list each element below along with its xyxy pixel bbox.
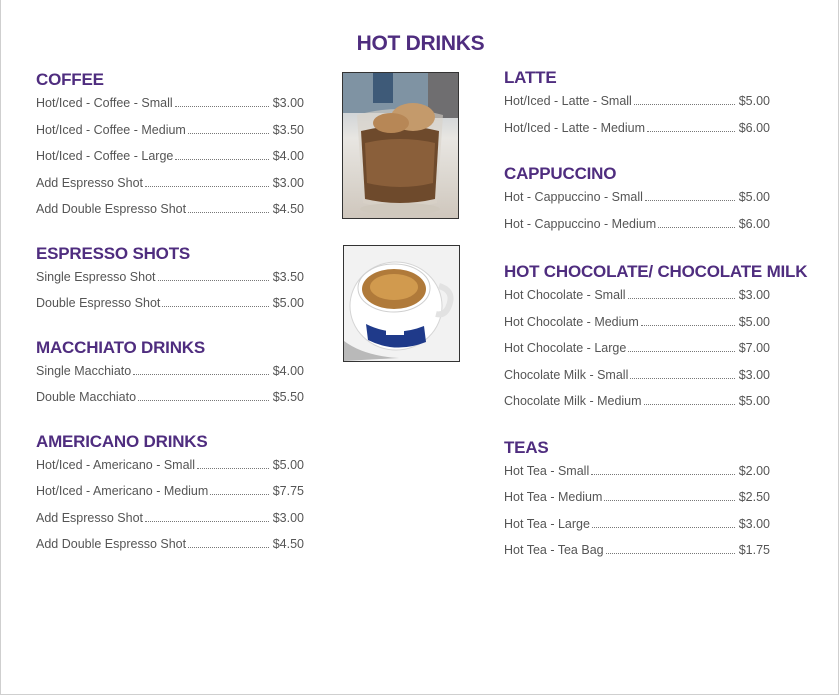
- item-price: $5.00: [738, 190, 770, 204]
- menu-item: [36, 509, 304, 536]
- item-price: $3.00: [738, 516, 770, 531]
- item-name: Hot/Iced - Americano - Medium: [36, 484, 209, 498]
- dot-leader: [158, 268, 269, 281]
- dot-leader: [606, 541, 735, 554]
- dot-leader: [658, 215, 735, 228]
- item-price: $3.00: [272, 96, 304, 110]
- iced-coffee-glass-icon: [343, 73, 458, 218]
- menu-item: [504, 541, 770, 568]
- item-name: Double Espresso Shot: [36, 296, 161, 310]
- dot-leader: [647, 119, 735, 132]
- section-teas: [504, 438, 804, 568]
- menu-item: [36, 174, 304, 201]
- right-column: [504, 68, 808, 568]
- dot-leader: [645, 188, 735, 201]
- item-price: $3.50: [272, 122, 304, 137]
- item-price: $5.00: [738, 394, 770, 408]
- menu-item: [36, 121, 304, 148]
- menu-item: [504, 488, 770, 515]
- menu-item: [36, 94, 304, 121]
- item-price: $4.50: [272, 202, 304, 216]
- menu-item: [36, 200, 304, 227]
- section-title: AMERICANO DRINKS: [36, 431, 208, 451]
- item-price: $3.50: [272, 269, 304, 284]
- espresso-cup-photo: [343, 245, 460, 362]
- dot-leader: [138, 388, 269, 401]
- item-name: Hot Tea - Tea Bag: [504, 543, 604, 557]
- item-price: $2.00: [738, 463, 770, 478]
- item-name: Add Espresso Shot: [36, 510, 144, 525]
- dot-leader: [630, 366, 734, 379]
- menu-item: [504, 188, 770, 215]
- dot-leader: [634, 92, 735, 105]
- dot-leader: [188, 121, 269, 134]
- item-name: Hot/Iced - Latte - Small: [504, 94, 632, 108]
- menu-item: [36, 362, 304, 389]
- item-name: Hot/Iced - Coffee - Medium: [36, 122, 186, 137]
- item-name: Hot Tea - Large: [504, 516, 590, 531]
- item-price: $5.50: [272, 390, 304, 404]
- section-coffee: [36, 70, 304, 227]
- section-macchiato: [36, 338, 304, 415]
- section-title: HOT CHOCOLATE/ CHOCOLATE MILK: [504, 262, 808, 281]
- item-name: Hot Tea - Medium: [504, 490, 603, 504]
- section-title: MACCHIATO DRINKS: [36, 337, 205, 357]
- section-latte: [504, 68, 804, 145]
- section-americano: [36, 432, 304, 562]
- dot-leader: [641, 313, 735, 326]
- item-price: $5.00: [272, 457, 304, 472]
- item-name: Hot/Iced - Coffee - Small: [36, 96, 173, 110]
- section-cappuccino: [504, 164, 804, 241]
- item-price: $3.00: [738, 288, 770, 302]
- item-name: Hot - Cappuccino - Small: [504, 190, 643, 204]
- item-price: $3.00: [272, 175, 304, 190]
- dot-leader: [628, 286, 735, 299]
- section-espresso-shots: [36, 244, 304, 321]
- espresso-cup-icon: [344, 246, 459, 361]
- menu-item: [504, 392, 770, 419]
- item-name: Single Espresso Shot: [36, 269, 156, 284]
- item-price: $3.00: [272, 510, 304, 525]
- item-price: $6.00: [738, 216, 770, 231]
- item-price: $5.00: [272, 296, 304, 310]
- dot-leader: [210, 482, 268, 495]
- dot-leader: [162, 294, 268, 307]
- section-title: TEAS: [504, 437, 549, 457]
- iced-coffee-photo: [342, 72, 459, 219]
- menu-item: [504, 462, 770, 489]
- dot-leader: [145, 174, 269, 187]
- dot-leader: [644, 392, 735, 405]
- menu-item: [504, 515, 770, 542]
- item-name: Hot/Iced - Latte - Medium: [504, 120, 646, 135]
- item-price: $4.00: [272, 363, 304, 378]
- menu-item: [504, 92, 770, 119]
- section-title: ESPRESSO SHOTS: [36, 243, 191, 263]
- menu-item: [504, 339, 770, 366]
- item-price: $7.75: [272, 484, 304, 498]
- item-name: Single Macchiato: [36, 363, 132, 378]
- item-name: Hot Chocolate - Medium: [504, 314, 639, 329]
- item-price: $7.00: [738, 341, 770, 355]
- dot-leader: [175, 94, 269, 107]
- item-name: Hot/Iced - Coffee - Large: [36, 149, 174, 163]
- section-title: LATTE: [504, 68, 557, 87]
- dot-leader: [604, 488, 734, 501]
- dot-leader: [592, 515, 735, 528]
- item-name: Hot/Iced - Americano - Small: [36, 457, 196, 472]
- item-price: $6.00: [738, 120, 770, 135]
- item-name: Hot Chocolate - Large: [504, 341, 627, 355]
- item-name: Add Double Espresso Shot: [36, 537, 187, 551]
- dot-leader: [188, 535, 269, 548]
- item-name: Chocolate Milk - Medium: [504, 394, 642, 408]
- item-price: $4.50: [272, 537, 304, 551]
- dot-leader: [133, 362, 269, 375]
- item-name: Add Double Espresso Shot: [36, 202, 187, 216]
- menu-item: [504, 215, 770, 242]
- section-hot-chocolate: [504, 262, 808, 419]
- section-title: COFFEE: [36, 70, 104, 89]
- dot-leader: [188, 200, 269, 213]
- dot-leader: [628, 339, 734, 352]
- dot-leader: [145, 509, 269, 522]
- menu-item: [36, 388, 304, 415]
- section-title: CAPPUCCINO: [504, 164, 617, 183]
- item-price: $5.00: [738, 94, 770, 108]
- item-name: Double Macchiato: [36, 390, 137, 404]
- item-name: Hot Tea - Small: [504, 463, 590, 478]
- menu-item: [504, 286, 770, 313]
- item-price: $5.00: [738, 314, 770, 329]
- item-price: $1.75: [738, 543, 770, 557]
- left-column: [36, 70, 304, 562]
- menu-item: [504, 366, 770, 393]
- menu-item: [36, 456, 304, 483]
- menu-item: [36, 294, 304, 321]
- dot-leader: [175, 147, 268, 160]
- menu-item: [36, 535, 304, 562]
- dot-leader: [591, 462, 735, 475]
- menu-item: [36, 268, 304, 295]
- item-name: Hot - Cappuccino - Medium: [504, 216, 657, 231]
- item-price: $2.50: [738, 490, 770, 504]
- item-price: $3.00: [738, 367, 770, 382]
- menu-item: [36, 482, 304, 509]
- item-name: Add Espresso Shot: [36, 175, 144, 190]
- menu-item: [36, 147, 304, 174]
- page-title: HOT DRINKS: [356, 32, 485, 55]
- dot-leader: [197, 456, 269, 469]
- item-price: $4.00: [272, 149, 304, 163]
- menu-item: [504, 119, 770, 146]
- item-name: Chocolate Milk - Small: [504, 367, 629, 382]
- menu-item: [504, 313, 770, 340]
- item-name: Hot Chocolate - Small: [504, 288, 626, 302]
